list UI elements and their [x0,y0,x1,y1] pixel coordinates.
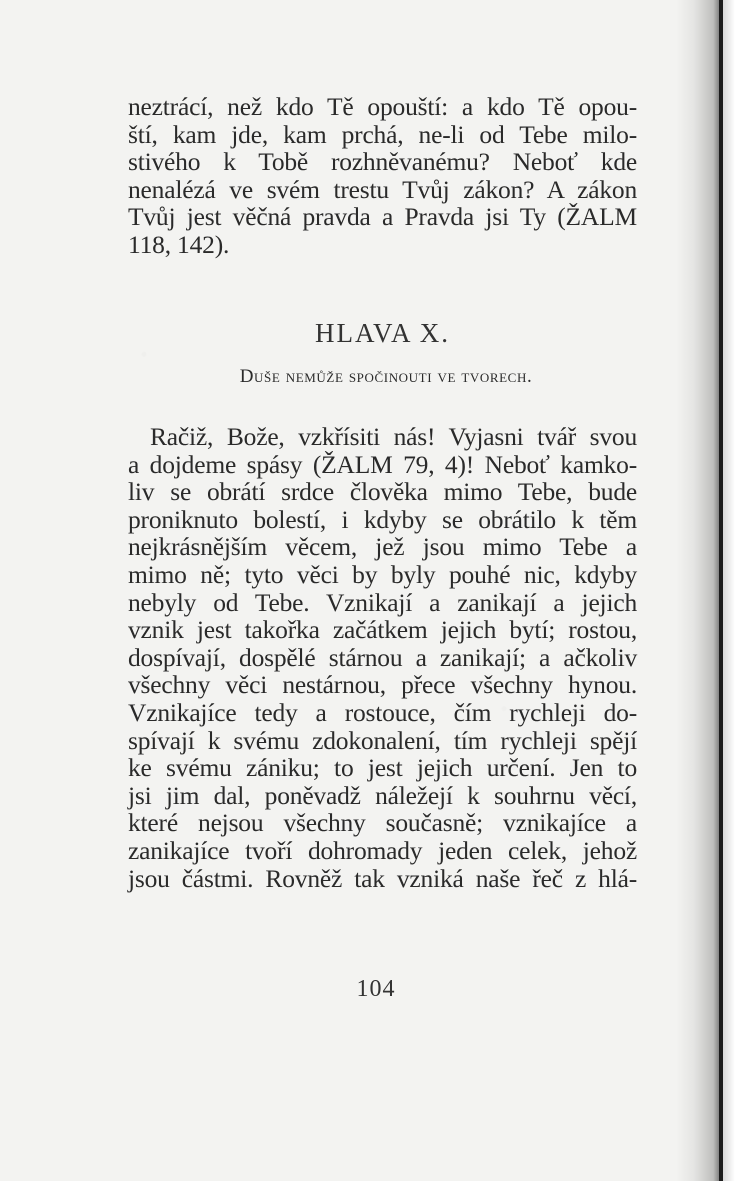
chapter-title [0,318,753,349]
text-line: ští, kam jde, kam prchá, ne-li od Tebe milo- [128,119,637,149]
text-line: nejkrásnějším věcem, jež jsou mimo Tebe a [128,532,637,562]
text-line: Račiž, Bože, vzkřísiti nás! Vyjasni tvář svou [150,422,637,451]
chapter-title-text: HLAVA X. [314,318,451,348]
text-line: jsou částmi. Rovněž tak vzniká naše řeč z hlá- [128,863,637,893]
text-line: nenalézá ve svém trestu Tvůj zákon? A zákon [128,174,637,204]
chapter-subtitle: Duše nemůže spočinouti ve tvorech. [239,366,533,387]
text-line: všechny věci nestárnou, přece všechny hynou. [128,670,637,700]
text-line: Vznikajíce tedy a rostouce, čím rychleji do- [128,697,637,727]
body-paragraph [128,423,637,892]
text-line: stivého k Tobě rozhněvanému? Neboť kde [128,147,637,177]
text-line: 118, 142). [128,229,230,259]
text-line: spívají k svému zdokonalení, tím rychleji spějí [128,725,637,755]
text-line: a dojdeme spásy (ŽALM 79, 4)! Neboť kamko- [128,449,637,479]
text-line: zanikajíce tvoří dohromady jeden celek, jehož [128,835,637,865]
text-line: liv se obrátí srdce člověka mimo Tebe, bude [128,477,637,507]
text-line: mimo ně; tyto věci by byly pouhé nic, kdyby [128,559,637,589]
page-number: 104 [356,976,396,1002]
text-line: jsi jim dal, poněvadž náležejí k souhrnu věcí, [128,780,637,810]
text-line: které nejsou všechny současně; vznikajíce a [128,808,637,838]
text-line: dospívají, dospělé stárnou a zanikají; a ačkoliv [128,642,637,672]
text-line: vznik jest takořka začátkem jejich bytí; rostou, [128,615,637,645]
page-gutter-shadow [676,0,720,1181]
text-line: proniknuto bolestí, i kdyby se obrátilo k těm [128,504,637,534]
background-beyond-page [723,0,753,1181]
text-line: neztrácí, než kdo Tě opouští: a kdo Tě opou- [128,92,637,121]
continuation-paragraph [128,93,637,259]
text-line: Tvůj jest věčná pravda a Pravda jsi Ty (ŽALM [128,202,637,232]
text-line: ke svému zániku; to jest jejich určení. Jen to [128,753,637,783]
text-line: nebyly od Tebe. Vznikají a zanikají a jejich [128,587,637,617]
